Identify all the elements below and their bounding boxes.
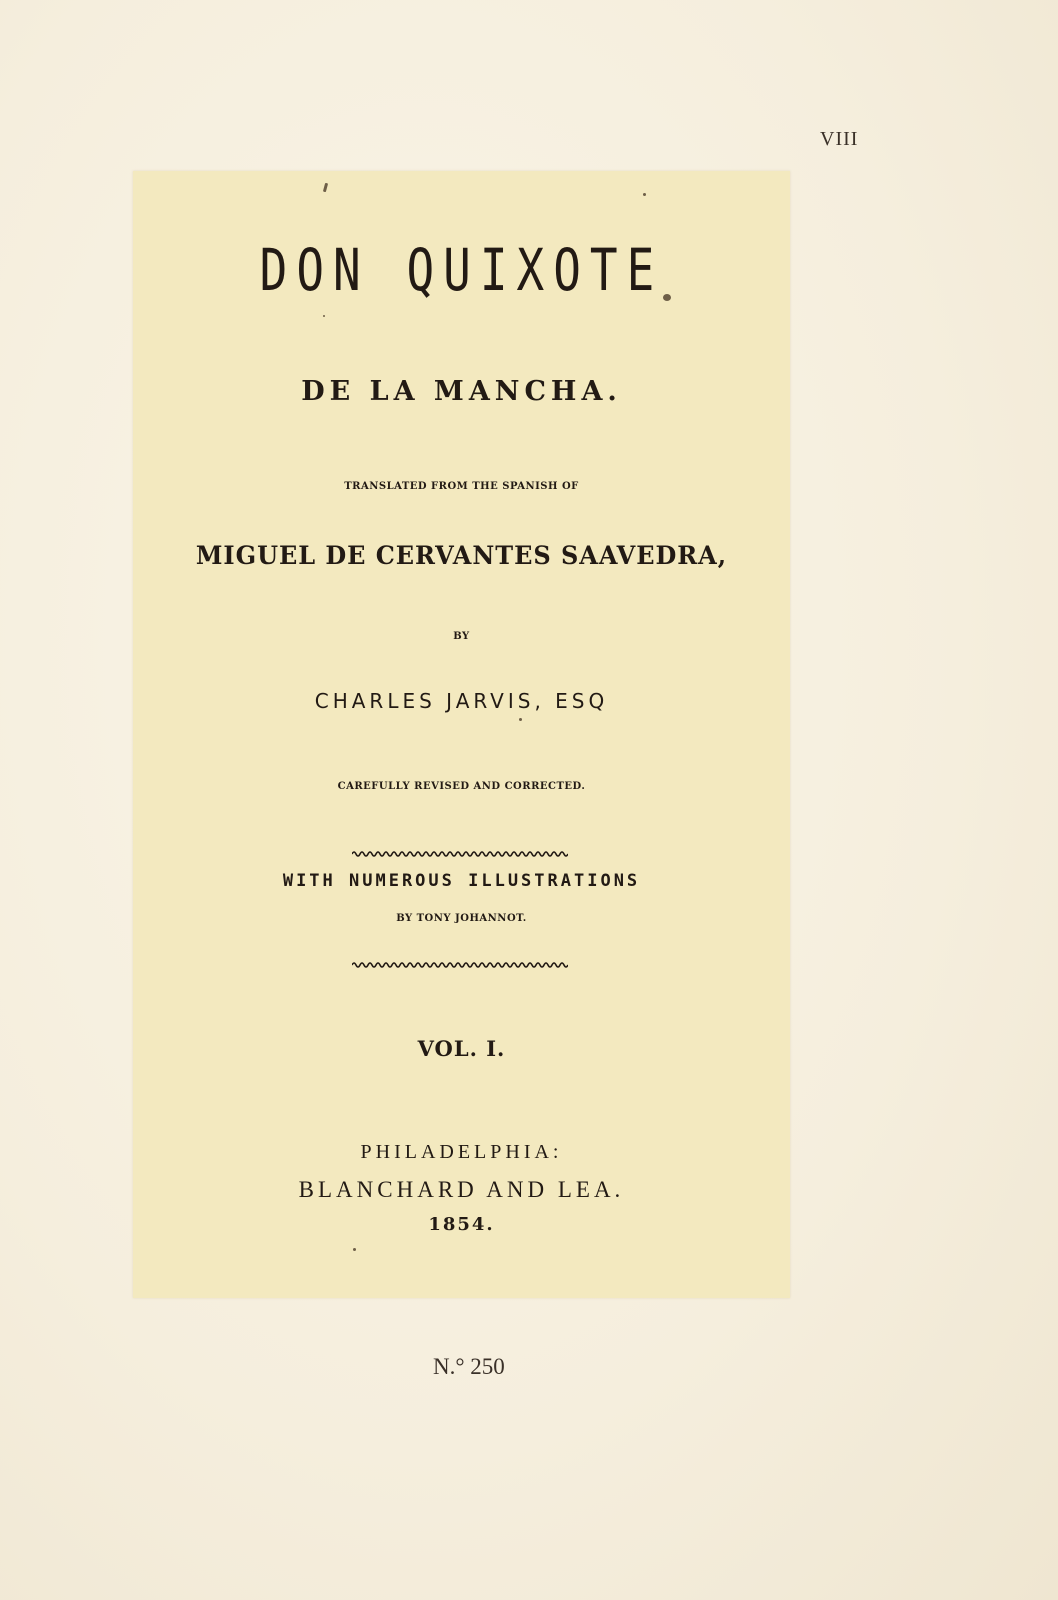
translated-from-line: TRANSLATED FROM THE SPANISH OF — [344, 481, 579, 492]
book-subtitle: DE LA MANCHA. — [301, 376, 622, 407]
ink-speck — [353, 1248, 356, 1251]
publisher-city: PHILADELPHIA: — [360, 1141, 563, 1163]
title-page-plate — [133, 171, 790, 1298]
volume-label: VOL. I. — [417, 1036, 506, 1061]
ink-speck — [323, 315, 325, 317]
copy-number: N.° 250 — [433, 1354, 505, 1379]
ink-speck — [323, 183, 328, 192]
translator-name: CHARLES JARVIS, ESQ — [314, 689, 609, 713]
author-name: MIGUEL DE CERVANTES SAAVEDRA, — [195, 541, 728, 570]
wavy-rule-bottom — [352, 961, 568, 969]
revised-line: CAREFULLY REVISED AND CORRECTED. — [337, 781, 586, 792]
wavy-rule-top — [352, 850, 568, 858]
illustrator-line: BY TONY JOHANNOT. — [396, 913, 527, 924]
ink-speck — [663, 294, 671, 301]
book-title: DON QUIXOTE — [259, 236, 664, 304]
publication-year: 1854. — [428, 1214, 495, 1235]
illustrations-line: WITH NUMEROUS ILLUSTRATIONS — [282, 871, 641, 891]
ink-speck — [643, 193, 646, 196]
page-number: VIII — [820, 128, 859, 150]
by-line: BY — [453, 631, 470, 642]
publisher-name: BLANCHARD AND LEA. — [298, 1177, 625, 1202]
ink-speck — [519, 718, 522, 721]
